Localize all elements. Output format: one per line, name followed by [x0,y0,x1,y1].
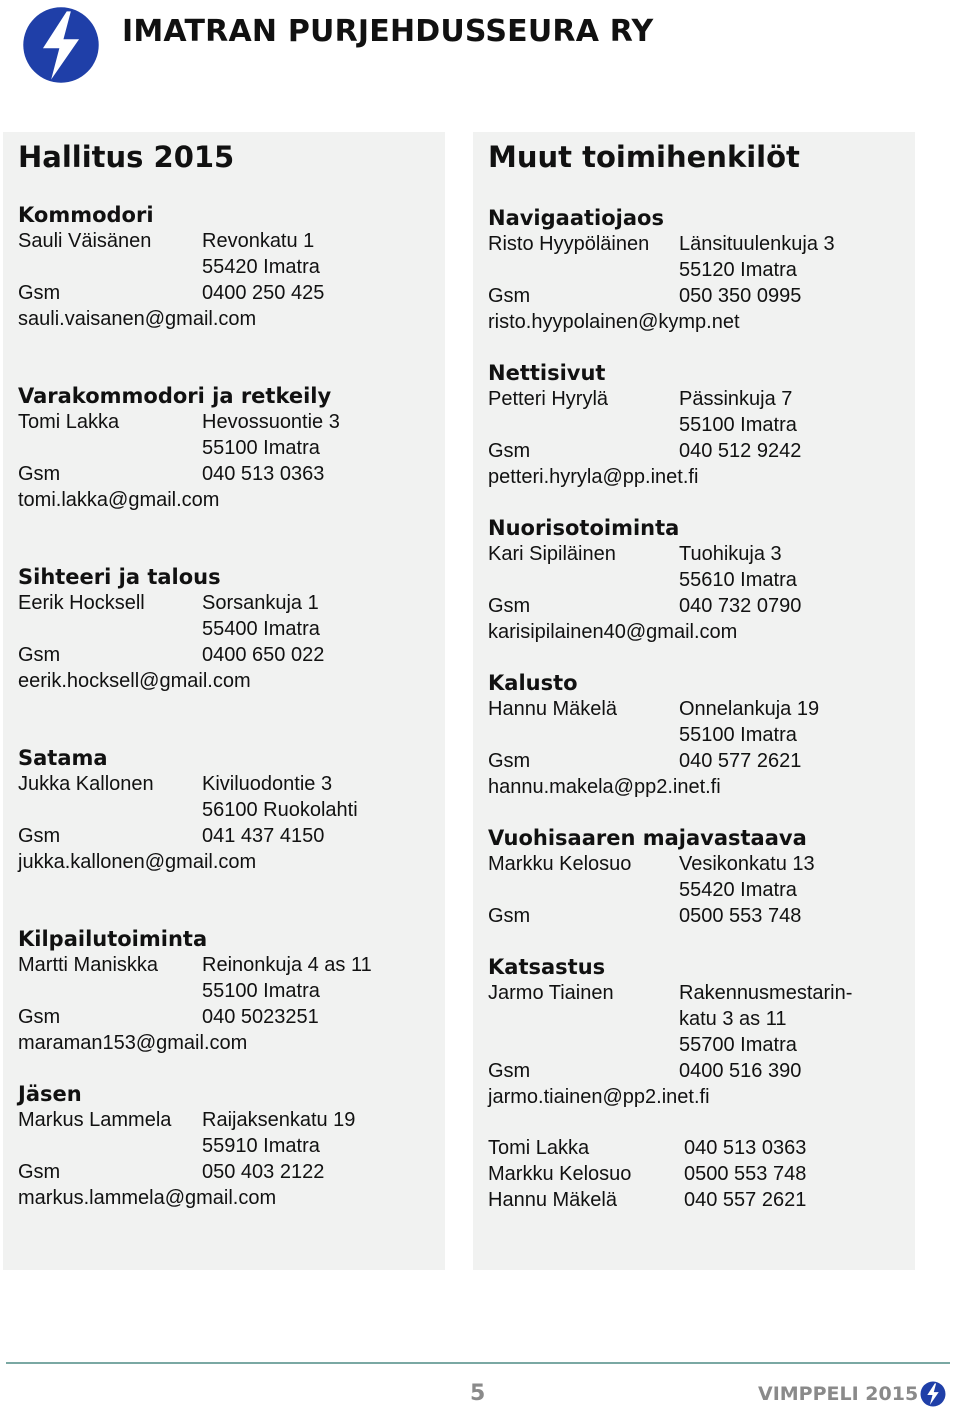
street-address: Raijaksenkatu 19 [202,1109,356,1131]
footer-divider [6,1362,950,1364]
person-name: Markku Kelosuo [488,853,632,875]
street-address: Vesikonkatu 13 [679,853,815,875]
contact-equipment [488,670,820,800]
gsm-label: Gsm [18,1006,61,1028]
email-address[interactable]: jarmo.tiainen@pp2.inet.fi [488,1086,710,1108]
postal-city: 55420 Imatra [202,256,320,278]
contact-cabin-manager [488,825,815,929]
officials-panel [473,132,915,1270]
gsm-label: Gsm [488,440,531,462]
person-name: Sauli Väisänen [18,230,152,252]
gsm-number: 0400 250 425 [202,282,325,304]
person-name: Hannu Mäkelä [488,1189,617,1211]
gsm-label: Gsm [18,644,61,666]
street-address: Onnelankuja 19 [679,698,820,720]
phone-number: 040 513 0363 [684,1137,807,1159]
role-title: Jäsen [18,1082,82,1106]
email-address[interactable]: petteri.hyryla@pp.inet.fi [488,466,699,488]
gsm-label: Gsm [18,825,61,847]
email-address[interactable]: jukka.kallonen@gmail.com [18,851,257,873]
postal-city: 55700 Imatra [679,1034,797,1056]
gsm-number: 040 732 0790 [679,595,802,617]
person-name: Jarmo Tiainen [488,982,614,1004]
person-name: Markku Kelosuo [488,1163,632,1185]
gsm-label: Gsm [488,905,531,927]
gsm-number: 041 437 4150 [202,825,325,847]
person-name: Markus Lammela [18,1109,172,1131]
gsm-number: 040 5023251 [202,1006,319,1028]
postal-city: 55420 Imatra [679,879,797,901]
role-title: Kalusto [488,671,578,695]
gsm-label: Gsm [18,282,61,304]
board-title: Hallitus 2015 [18,140,235,174]
role-title: Nettisivut [488,361,606,385]
postal-city: 55400 Imatra [202,618,320,640]
gsm-number: 0400 650 022 [202,644,325,666]
role-title: Nuorisotoiminta [488,516,680,540]
gsm-number: 050 350 0995 [679,285,802,307]
person-name: Tomi Lakka [488,1137,590,1159]
contact-website [488,360,802,490]
street-address: Sorsankuja 1 [202,592,319,614]
club-logo [20,4,102,86]
gsm-label: Gsm [18,1161,61,1183]
postal-city: 55100 Imatra [202,980,320,1002]
gsm-label: Gsm [488,595,531,617]
gsm-label: Gsm [18,463,61,485]
role-title: Katsastus [488,955,606,979]
phone-number: 0500 553 748 [684,1163,807,1185]
club-logo-small [920,1381,946,1407]
role-title: Kilpailutoiminta [18,927,208,951]
person-name: Eerik Hocksell [18,592,145,614]
gsm-label: Gsm [488,1060,531,1082]
gsm-number: 050 403 2122 [202,1161,325,1183]
postal-city: 55120 Imatra [679,259,797,281]
contact-secretary [18,564,325,694]
street-address: Rakennusmestarin- [679,982,853,1004]
role-title: Vuohisaaren majavastaava [488,826,807,850]
role-title: Navigaatiojaos [488,206,664,230]
street-address: Reinonkuja 4 as 11 [202,954,372,976]
role-title: Kommodori [18,203,154,227]
gsm-label: Gsm [488,750,531,772]
contact-vice-commodore [18,383,340,513]
email-address[interactable]: tomi.lakka@gmail.com [18,489,220,511]
postal-city: 55100 Imatra [202,437,320,459]
street-address: Revonkatu 1 [202,230,315,252]
person-name: Hannu Mäkelä [488,698,617,720]
street-address: Kiviluodontie 3 [202,773,333,795]
person-name: Kari Sipiläinen [488,543,616,565]
person-name: Martti Maniskka [18,954,159,976]
email-address[interactable]: sauli.vaisanen@gmail.com [18,308,257,330]
person-name: Petteri Hyrylä [488,388,609,410]
postal-city: 55610 Imatra [679,569,797,591]
role-title: Sihteeri ja talous [18,565,221,589]
contact-navigation [488,205,835,335]
gsm-number: 040 512 9242 [679,440,802,462]
gsm-number: 0400 516 390 [679,1060,802,1082]
contact-youth [488,515,802,645]
contact-member [18,1081,356,1211]
person-name: Jukka Kallonen [18,773,154,795]
contact-inspection [488,954,853,1110]
email-address[interactable]: hannu.makela@pp2.inet.fi [488,776,721,798]
street-address: Tuohikuja 3 [679,543,782,565]
phone-number: 040 557 2621 [684,1189,807,1211]
publication-name: VIMPPELI 2015 [758,1383,919,1405]
officials-title: Muut toimihenkilöt [488,140,800,174]
person-name: Risto Hyypöläinen [488,233,650,255]
gsm-number: 040 513 0363 [202,463,325,485]
postal-city: 56100 Ruokolahti [202,799,358,821]
email-address[interactable]: karisipilainen40@gmail.com [488,621,738,643]
postal-city: 55910 Imatra [202,1135,320,1157]
contact-commodore [18,202,325,332]
role-title: Satama [18,746,108,770]
postal-city: 55100 Imatra [679,414,797,436]
contact-harbour [18,745,358,875]
street-address: Pässinkuja 7 [679,388,793,410]
contact-racing [18,926,372,1056]
email-address[interactable]: markus.lammela@gmail.com [18,1187,277,1209]
organization-name: IMATRAN PURJEHDUSSEURA RY [122,14,654,49]
board-panel [3,132,445,1270]
page-number: 5 [470,1381,486,1406]
postal-city: 55100 Imatra [679,724,797,746]
gsm-number: 040 577 2621 [679,750,802,772]
gsm-label: Gsm [488,285,531,307]
role-title: Varakommodori ja retkeily [18,384,332,408]
street-address: Hevossuontie 3 [202,411,340,433]
street-address: Länsituulenkuja 3 [679,233,835,255]
gsm-number: 0500 553 748 [679,905,802,927]
email-address[interactable]: eerik.hocksell@gmail.com [18,670,251,692]
person-name: Tomi Lakka [18,411,120,433]
email-address[interactable]: risto.hyypolainen@kymp.net [488,311,740,333]
street-address-cont: katu 3 as 11 [679,1008,787,1030]
email-address[interactable]: maraman153@gmail.com [18,1032,248,1054]
